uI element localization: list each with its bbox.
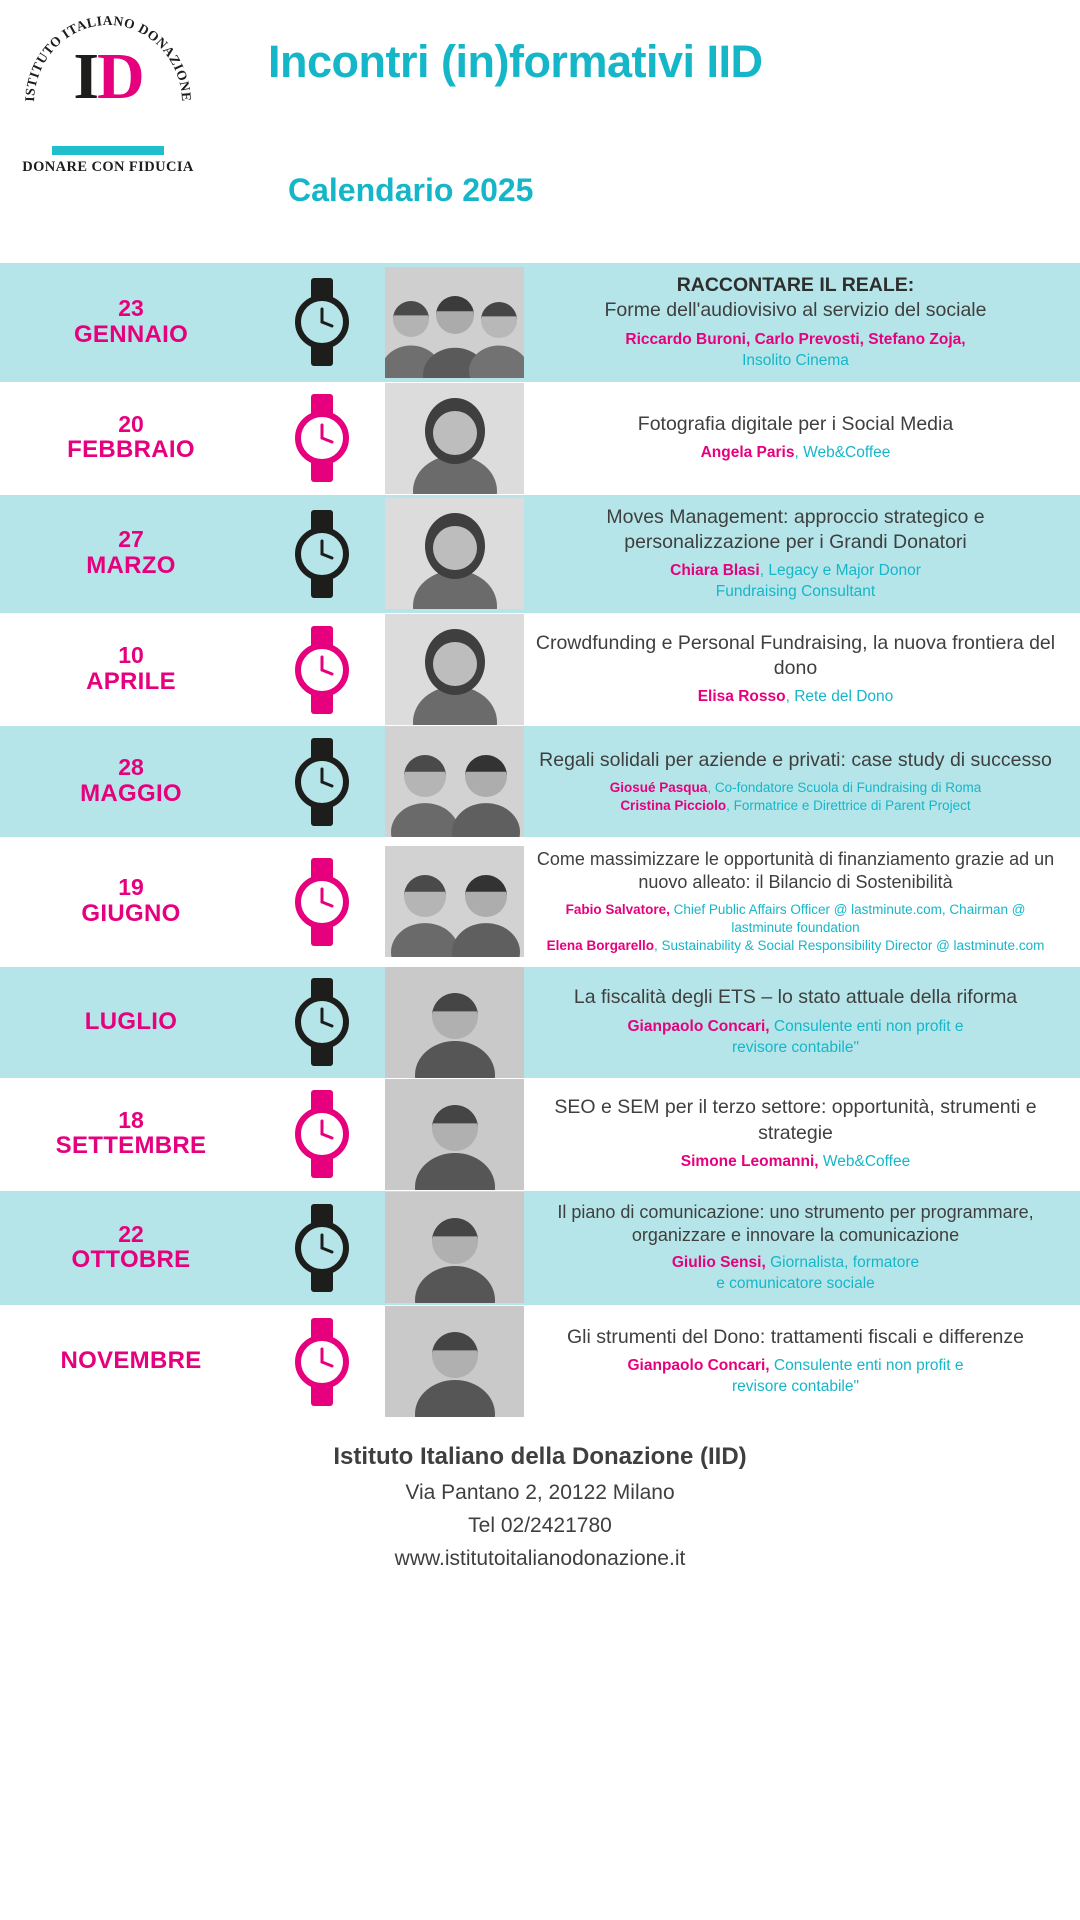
event-details (527, 738, 1080, 826)
event-date (0, 412, 262, 465)
speaker-role: , Rete del Dono (785, 688, 894, 706)
event-speakers (533, 1253, 1058, 1295)
watch-icon-container (262, 1088, 382, 1180)
speaker-photo-frame (385, 614, 524, 725)
event-day: 27 (118, 526, 144, 553)
event-month: GIUGNO (81, 900, 181, 928)
watch-icon (291, 624, 353, 716)
event-topic (533, 1201, 1058, 1248)
speaker-line (533, 330, 1058, 351)
watch-icon-container (262, 508, 382, 600)
speaker-line (533, 797, 1058, 815)
speaker-photo-frame (385, 1306, 524, 1417)
event-month: SETTEMBRE (55, 1132, 207, 1160)
calendar-row (0, 613, 1080, 725)
watch-icon-container (262, 976, 382, 1068)
calendar-row (0, 494, 1080, 614)
speaker-photo (382, 1306, 527, 1417)
iid-logo (10, 8, 206, 178)
event-topic-heading: RACCONTARE IL REALE: (676, 274, 915, 296)
speaker-photo-image (385, 383, 524, 494)
watch-icon (291, 276, 353, 368)
watch-icon (291, 1316, 353, 1408)
event-details (527, 838, 1080, 965)
speaker-role: revisore contabile" (732, 1038, 859, 1056)
page-title: Incontri (in)formativi IID (268, 36, 763, 87)
speaker-photo-image (385, 1192, 524, 1303)
speaker-role: Web&Coffee (818, 1152, 911, 1170)
watch-icon (291, 508, 353, 600)
event-speakers (533, 443, 1058, 464)
speaker-photo-image (385, 967, 524, 1078)
event-day: 22 (118, 1220, 144, 1247)
svg-text:ISTITUTO ITALIANO DONAZIONE: ISTITUTO ITALIANO DONAZIONE (21, 12, 195, 102)
watch-icon-container (262, 392, 382, 484)
watch-icon (291, 976, 353, 1068)
speaker-name: Elena Borgarello (546, 938, 654, 954)
event-day: 20 (118, 410, 144, 437)
speaker-line (533, 901, 1058, 937)
speaker-line (533, 1152, 1058, 1173)
logo-divider-bar (52, 146, 164, 155)
speaker-photo-image (385, 614, 524, 725)
speaker-name: Riccardo Buroni, Carlo Prevosti, Stefano Zoja, (625, 330, 966, 348)
event-topic-text: Come massimizzare le opportunità di finanziamento grazie ad un nuovo alleato: il Bilancio di Sostenibilità (536, 849, 1055, 893)
event-date (0, 1348, 262, 1375)
event-topic (533, 273, 1058, 324)
event-speakers (533, 779, 1058, 815)
event-topic (533, 848, 1058, 895)
speaker-name: Gianpaolo Concari, (627, 1017, 770, 1035)
event-month: GENNAIO (73, 320, 189, 348)
event-details (527, 1085, 1080, 1183)
speaker-photo (382, 498, 527, 609)
event-topic (533, 985, 1058, 1010)
footer-website[interactable]: www.istitutoitalianodonazione.it (394, 1547, 686, 1571)
speaker-role: , Web&Coffee (794, 444, 891, 462)
event-month: OTTOBRE (71, 1246, 191, 1274)
speaker-role: Giornalista, formatore (765, 1254, 920, 1272)
speaker-photo (382, 1192, 527, 1303)
calendar-row (0, 837, 1080, 965)
event-date (0, 296, 262, 349)
watch-icon (291, 856, 353, 948)
event-topic (533, 412, 1058, 437)
speaker-name: Simone Leomanni, (680, 1152, 819, 1170)
calendar-row (0, 382, 1080, 494)
speaker-role: , Sustainability & Social Responsibility Director @ lastminute.com (653, 938, 1045, 954)
event-speakers (533, 561, 1058, 603)
event-date (0, 875, 262, 928)
speaker-line (533, 687, 1058, 708)
event-date (0, 1222, 262, 1275)
event-topic-text: La fiscalità degli ETS – lo stato attuale della riforma (573, 986, 1018, 1009)
page-subtitle: Calendario 2025 (288, 172, 534, 208)
watch-icon-container (262, 276, 382, 368)
event-month: APRILE (86, 668, 176, 695)
footer-organization: Istituto Italiano della Donazione (IID) (333, 1443, 747, 1471)
event-topic-text: Il piano di comunicazione: uno strumento per programmare, organizzare e innovare la comunicazione (557, 1201, 1034, 1245)
logo-tagline: DONARE CON FIDUCIA (22, 158, 194, 175)
speaker-photo-image (385, 498, 524, 609)
speaker-photo (382, 967, 527, 1078)
event-day: 23 (118, 294, 144, 321)
event-speakers (533, 330, 1058, 372)
calendar-row (0, 966, 1080, 1078)
calendar-row (0, 725, 1080, 837)
event-date (0, 755, 262, 808)
speaker-photo (382, 383, 527, 494)
speaker-photo-image (385, 1306, 524, 1417)
speaker-role: , Formatrice e Direttrice di Parent Project (726, 798, 971, 814)
speaker-role: Chief Public Affairs Officer @ lastminute.com, Chairman @ lastminute foundation (669, 901, 1026, 936)
speaker-line (533, 351, 1058, 372)
speaker-photo-frame (385, 1192, 524, 1303)
watch-icon-container (262, 624, 382, 716)
event-topic (533, 1325, 1058, 1350)
speaker-photo-image (385, 846, 524, 957)
speaker-role: Fundraising Consultant (715, 583, 876, 601)
event-topic-text: Fotografia digitale per i Social Media (637, 412, 954, 435)
watch-icon (291, 736, 353, 828)
watch-icon-container (262, 856, 382, 948)
speaker-line (533, 561, 1058, 582)
speaker-photo (382, 726, 527, 837)
event-month: FEBBRAIO (67, 436, 195, 464)
event-day: 19 (118, 874, 144, 901)
speaker-role: Consulente enti non profit e (769, 1357, 964, 1375)
event-details (527, 263, 1080, 382)
event-month: MARZO (86, 552, 176, 580)
event-topic (533, 1095, 1058, 1146)
speaker-photo (382, 1079, 527, 1190)
event-date (0, 643, 262, 696)
speaker-role: Insolito Cinema (742, 351, 849, 369)
watch-icon (291, 1202, 353, 1294)
event-month: LUGLIO (84, 1007, 178, 1035)
speaker-role: e comunicatore sociale (716, 1275, 875, 1293)
speaker-line (533, 779, 1058, 797)
speaker-name: Angela Paris (700, 444, 795, 462)
event-speakers (533, 1152, 1058, 1173)
event-topic-text: Gli strumenti del Dono: trattamenti fiscali e differenze (566, 1326, 1024, 1349)
speaker-line (533, 1038, 1058, 1059)
speaker-line (533, 1377, 1058, 1398)
event-details (527, 621, 1080, 719)
logo-initial-d: D (97, 39, 143, 113)
event-topic-text: Regali solidali per aziende e privati: case study di successo (539, 748, 1052, 771)
speaker-photo-frame (385, 967, 524, 1078)
speaker-line (533, 937, 1058, 955)
speaker-role: , Legacy e Major Donor (759, 562, 921, 580)
speaker-photo-frame (385, 1079, 524, 1190)
event-date (0, 527, 262, 580)
watch-icon-container (262, 736, 382, 828)
poster-header (0, 0, 1080, 262)
event-topic (533, 748, 1058, 773)
poster-footer (0, 1443, 1080, 1571)
event-date (0, 1009, 262, 1036)
speaker-name: Fabio Salvatore, (565, 901, 670, 917)
event-day: 28 (118, 754, 144, 781)
logo-ring (20, 11, 196, 143)
calendar-rows (0, 262, 1080, 1417)
event-speakers (533, 1017, 1058, 1059)
logo-initial-i: I (73, 39, 97, 113)
speaker-name: Chiara Blasi (670, 562, 760, 580)
speaker-line (533, 1356, 1058, 1377)
event-topic-text: SEO e SEM per il terzo settore: opportunità, strumenti e strategie (554, 1096, 1037, 1144)
speaker-role: revisore contabile" (732, 1378, 859, 1396)
logo-arc-text-icon (20, 11, 196, 143)
speaker-photo-image (385, 267, 524, 378)
event-details (527, 495, 1080, 614)
event-month: NOVEMBRE (60, 1347, 202, 1375)
speaker-name: Gianpaolo Concari, (627, 1357, 770, 1375)
event-topic-text: Crowdfunding e Personal Fundraising, la nuova frontiera del dono (535, 631, 1056, 680)
event-details (527, 1315, 1080, 1408)
event-day: 10 (118, 642, 144, 669)
speaker-photo-image (385, 1079, 524, 1190)
event-details (527, 1191, 1080, 1306)
event-details (527, 975, 1080, 1068)
footer-phone: Tel 02/2421780 (468, 1514, 612, 1538)
speaker-photo (382, 267, 527, 378)
event-topic-text: Forme dell'audiovisivo al servizio del sociale (604, 299, 987, 322)
speaker-name: Cristina Picciolo (620, 798, 727, 814)
event-topic (533, 505, 1058, 556)
event-date (0, 1108, 262, 1161)
event-speakers (533, 687, 1058, 708)
speaker-photo-frame (385, 846, 524, 957)
watch-icon-container (262, 1202, 382, 1294)
event-topic-text: Moves Management: approccio strategico e personalizzazione per i Grandi Donatori (606, 505, 985, 553)
speaker-name: Elisa Rosso (697, 688, 786, 706)
speaker-photo-image (385, 726, 524, 837)
calendar-row (0, 1190, 1080, 1306)
event-details (527, 402, 1080, 474)
speaker-line (533, 582, 1058, 603)
footer-address: Via Pantano 2, 20122 Milano (405, 1481, 675, 1505)
speaker-line (533, 1274, 1058, 1295)
speaker-name: Giulio Sensi, (671, 1254, 766, 1272)
speaker-photo (382, 846, 527, 957)
speaker-photo-frame (385, 726, 524, 837)
watch-icon-container (262, 1316, 382, 1408)
speaker-line (533, 1253, 1058, 1274)
watch-icon (291, 392, 353, 484)
speaker-role: , Co-fondatore Scuola di Fundraising di Roma (707, 780, 982, 796)
event-speakers (533, 1356, 1058, 1398)
event-speakers (533, 901, 1058, 956)
event-topic (533, 631, 1058, 682)
calendar-row (0, 262, 1080, 382)
speaker-line (533, 1017, 1058, 1038)
speaker-photo-frame (385, 498, 524, 609)
speaker-photo-frame (385, 383, 524, 494)
speaker-role: Consulente enti non profit e (769, 1017, 964, 1035)
speaker-name: Giosué Pasqua (609, 780, 708, 796)
speaker-photo (382, 614, 527, 725)
watch-icon (291, 1088, 353, 1180)
calendar-row (0, 1305, 1080, 1417)
speaker-line (533, 443, 1058, 464)
calendar-row (0, 1078, 1080, 1190)
speaker-photo-frame (385, 267, 524, 378)
event-month: MAGGIO (80, 780, 182, 807)
event-day: 18 (118, 1106, 144, 1133)
